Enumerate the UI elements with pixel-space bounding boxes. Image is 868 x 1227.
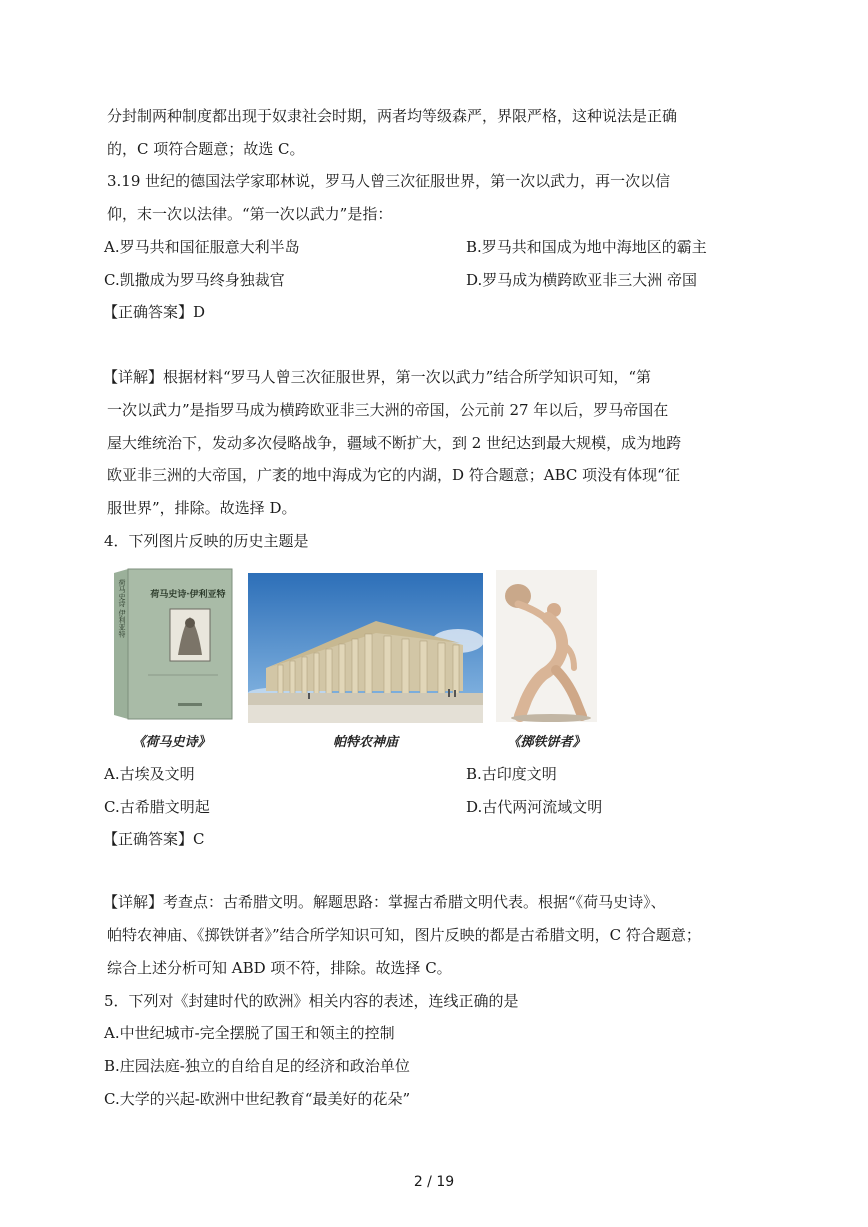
option-a: A.中世纪城市-完全摆脱了国王和领主的控制 bbox=[104, 1024, 395, 1042]
correct-answer: 【正确答案】D bbox=[103, 303, 206, 321]
option-c: C.凯撒成为罗马终身独裁官 bbox=[104, 271, 285, 289]
explanation-line: 欧亚非三洲的大帝国，广袤的地中海成为它的内湖，D 符合题意；ABC 项没有体现“征 bbox=[107, 466, 680, 484]
page-number: 2 / 19 bbox=[413, 1174, 455, 1190]
explanation-line: 屋大维统治下，发动多次侵略战争，疆域不断扩大，到 2 世纪达到最大规模，成为地跨 bbox=[107, 434, 682, 452]
parthenon-image bbox=[248, 573, 483, 723]
discobolus-statue-image bbox=[496, 570, 597, 722]
explanation-line: 服世界”，排除。故选择 D。 bbox=[107, 499, 297, 517]
option-d: D.罗马成为横跨欧亚非三大洲 帝国 bbox=[466, 271, 698, 289]
explanation-line: 帕特农神庙、《掷铁饼者》”结合所学知识可知，图片反映的都是古希腊文明，C 符合题意； bbox=[107, 926, 701, 944]
correct-answer: 【正确答案】C bbox=[103, 830, 205, 848]
explanation-line: 综合上述分析可知 ABD 项不符，排除。故选择 C。 bbox=[107, 959, 452, 977]
caption-homer-epic: 《荷马史诗》 bbox=[132, 735, 211, 750]
caption-discobolus: 《掷铁饼者》 bbox=[507, 735, 586, 750]
option-b: B.古印度文明 bbox=[466, 765, 557, 783]
option-c: C.古希腊文明起 bbox=[104, 798, 210, 816]
option-b: B.罗马共和国成为地中海地区的霸主 bbox=[466, 238, 707, 256]
text-line: 仰，末一次以法律。“第一次以武力”是指： bbox=[107, 205, 393, 223]
book-title: 荷马史诗·伊利亚特 bbox=[150, 590, 226, 600]
question-4: 4．下列图片反映的历史主题是 bbox=[104, 532, 309, 550]
homer-epic-book-image bbox=[108, 565, 235, 723]
text-line: 分封制两种制度都出现于奴隶社会时期，两者均等级森严，界限严格，这种说法是正确 bbox=[107, 107, 678, 125]
option-d: D.古代两河流域文明 bbox=[466, 798, 603, 816]
option-b: B.庄园法庭-独立的自给自足的经济和政治单位 bbox=[104, 1057, 410, 1075]
option-a: A.罗马共和国征服意大利半岛 bbox=[104, 238, 300, 256]
question-3: 3.19 世纪的德国法学家耶林说，罗马人曾三次征服世界，第一次以武力，再一次以信 bbox=[107, 172, 671, 190]
question-5: 5．下列对《封建时代的欧洲》相关内容的表述，连线正确的是 bbox=[104, 992, 519, 1010]
explanation-line: 【详解】根据材料“罗马人曾三次征服世界，第一次以武力”结合所学知识可知，“第 bbox=[103, 368, 652, 386]
text-line: 的，C 项符合题意；故选 C。 bbox=[107, 140, 305, 158]
explanation-line: 一次以武力”是指罗马成为横跨欧亚非三大洲的帝国，公元前 27 年以后，罗马帝国在 bbox=[107, 401, 669, 419]
caption-parthenon: 帕特农神庙 bbox=[332, 735, 398, 750]
option-c: C.大学的兴起-欧洲中世纪教育“最美好的花朵” bbox=[104, 1090, 411, 1108]
explanation-line: 【详解】考查点：古希腊文明。解题思路：掌握古希腊文明代表。根据“《荷马史诗》、 bbox=[103, 893, 666, 911]
option-a: A.古埃及文明 bbox=[104, 765, 195, 783]
book-spine-text: 荷马史诗 伊利亚特 bbox=[118, 579, 126, 638]
